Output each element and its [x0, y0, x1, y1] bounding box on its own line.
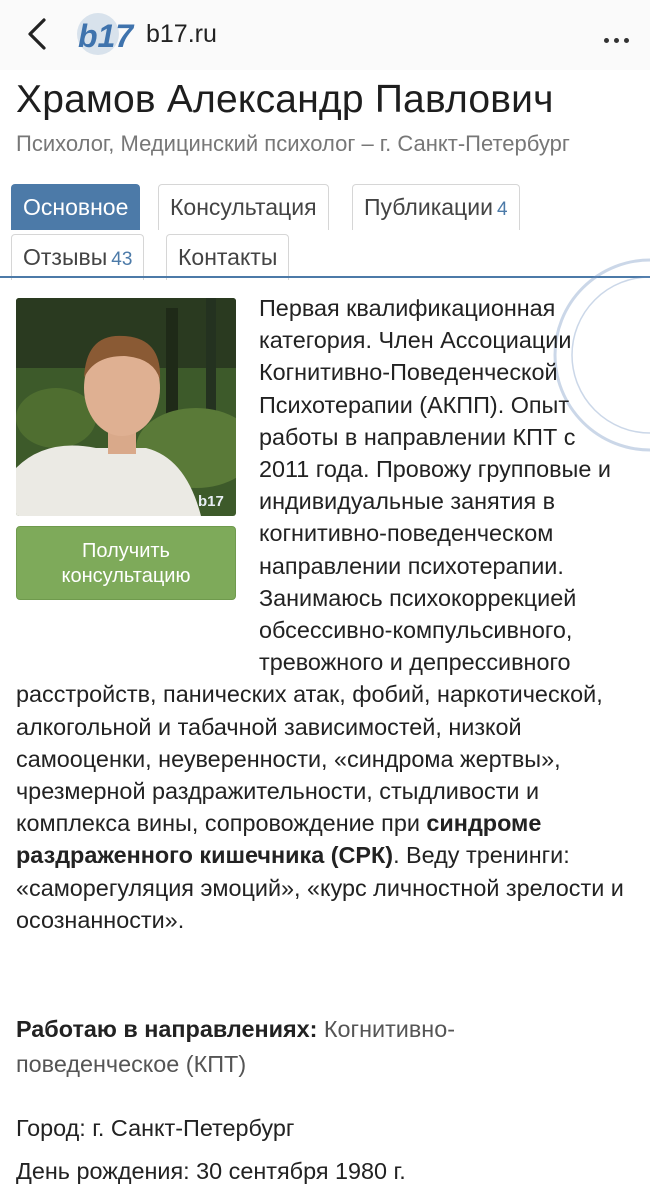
tab-contacts[interactable] — [166, 234, 289, 280]
profile-name: Храмов Александр Павлович — [16, 78, 554, 121]
tab-label: Контакты — [178, 244, 278, 270]
tab-count: 4 — [496, 199, 508, 220]
browser-top-bar — [0, 0, 650, 70]
tab-label: Консультация — [170, 194, 317, 220]
bio-text — [16, 292, 626, 936]
tab-label: Отзывы — [23, 244, 108, 270]
directions-value: Когнитивно-поведенческое (КПТ) — [16, 1016, 455, 1077]
birthday-info: День рождения: 30 сентября 1980 г. — [16, 1158, 406, 1184]
back-arrow-icon[interactable] — [22, 16, 52, 52]
bio-part1: Первая квалификационная категория. Член Ассоциации Когнитивно-Поведенческой Психотерапии (АКПП). Опыт работы в направлении КПТ с 2011 года. Провожу групповые и индивидуальные занятия в когнитивно-поведенческом направлении психотерапии. Занимаюсь психокоррекцией обсессивно-компульсивного, тревожного и депрессивного расстройств, панических атак, фобий, наркотической, алкогольной и табачной зависимостей, низкой самооценки, неуверенности, «синдрома жертвы», чрезмерной раздражительности, стыдливости и комплекса вины, сопровождение при — [16, 295, 611, 837]
directions-label: Работаю в направлениях: — [16, 1016, 318, 1042]
profile-subtitle: Психолог, Медицинский психолог – г. Санкт-Петербург — [16, 131, 570, 156]
directions — [16, 1012, 576, 1082]
tab-reviews[interactable] — [11, 234, 144, 280]
tab-count: 43 — [111, 249, 133, 270]
button-label-line1: Получить — [82, 540, 170, 562]
tab-publications[interactable] — [352, 184, 520, 230]
bio-bold: синдроме раздраженного кишечника (СРК) — [16, 810, 542, 869]
city-info: Город: г. Санкт-Петербург — [16, 1115, 295, 1141]
bio-part2: . Веду тренинги: «саморегуляция эмоций», «курс личностной зрелости и осознанности». — [16, 842, 624, 933]
tab-consultation[interactable] — [158, 184, 329, 230]
tab-label: Публикации — [364, 194, 493, 220]
page-domain: b17.ru — [146, 20, 217, 48]
button-label-line2: консультацию — [61, 565, 191, 587]
logo-text: b17 — [78, 18, 134, 54]
photo-watermark: b17 — [198, 493, 224, 510]
tab-main[interactable] — [11, 184, 140, 230]
tab-label: Основное — [23, 194, 129, 220]
more-options-icon[interactable] — [604, 30, 634, 38]
b17-logo — [74, 12, 136, 56]
